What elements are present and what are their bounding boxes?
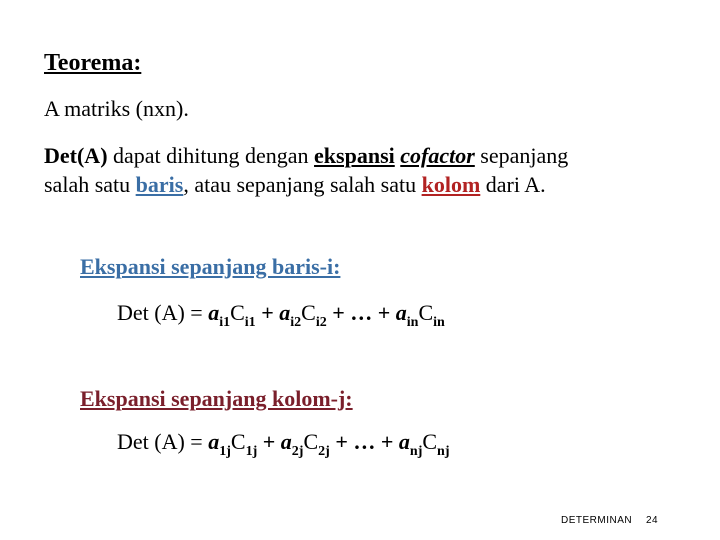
matrix-definition: A matriks (nxn).: [44, 96, 189, 121]
det-description-line-1: [44, 143, 568, 169]
page-number: 24: [646, 515, 659, 526]
det-text-2: sepanjang: [474, 143, 569, 168]
kolom-term: kolom: [421, 172, 481, 197]
footer-label: DETERMINAN: [561, 515, 633, 526]
column-expansion-formula: Det $(A) = a_{1j}C_{1j} + a_{2j}C_{2j}$ + … + $a_{nj}C_{nj}$: [117, 429, 450, 459]
row-expansion-heading: Ekspansi sepanjang baris-i:: [80, 254, 341, 279]
det-a-label: Det(A): [44, 143, 108, 168]
column-expansion-heading: Ekspansi sepanjang kolom-j:: [80, 386, 353, 411]
row-expansion-formula: Det $(A) = a_{i1}C_{i1} + a_{i2}C_{i2}$ + … + $a_{in}C_{in}$: [117, 300, 445, 330]
baris-term: baris: [135, 172, 184, 197]
ekspansi-term: ekspansi: [314, 143, 395, 168]
cofactor-term: cofactor: [400, 143, 475, 168]
det-description-line-2: salah satu baris, atau sepanjang salah satu kolom dari A.: [44, 172, 546, 197]
slide-title: Teorema:: [44, 50, 142, 76]
det-text-1: dapat dihitung dengan: [107, 143, 315, 168]
